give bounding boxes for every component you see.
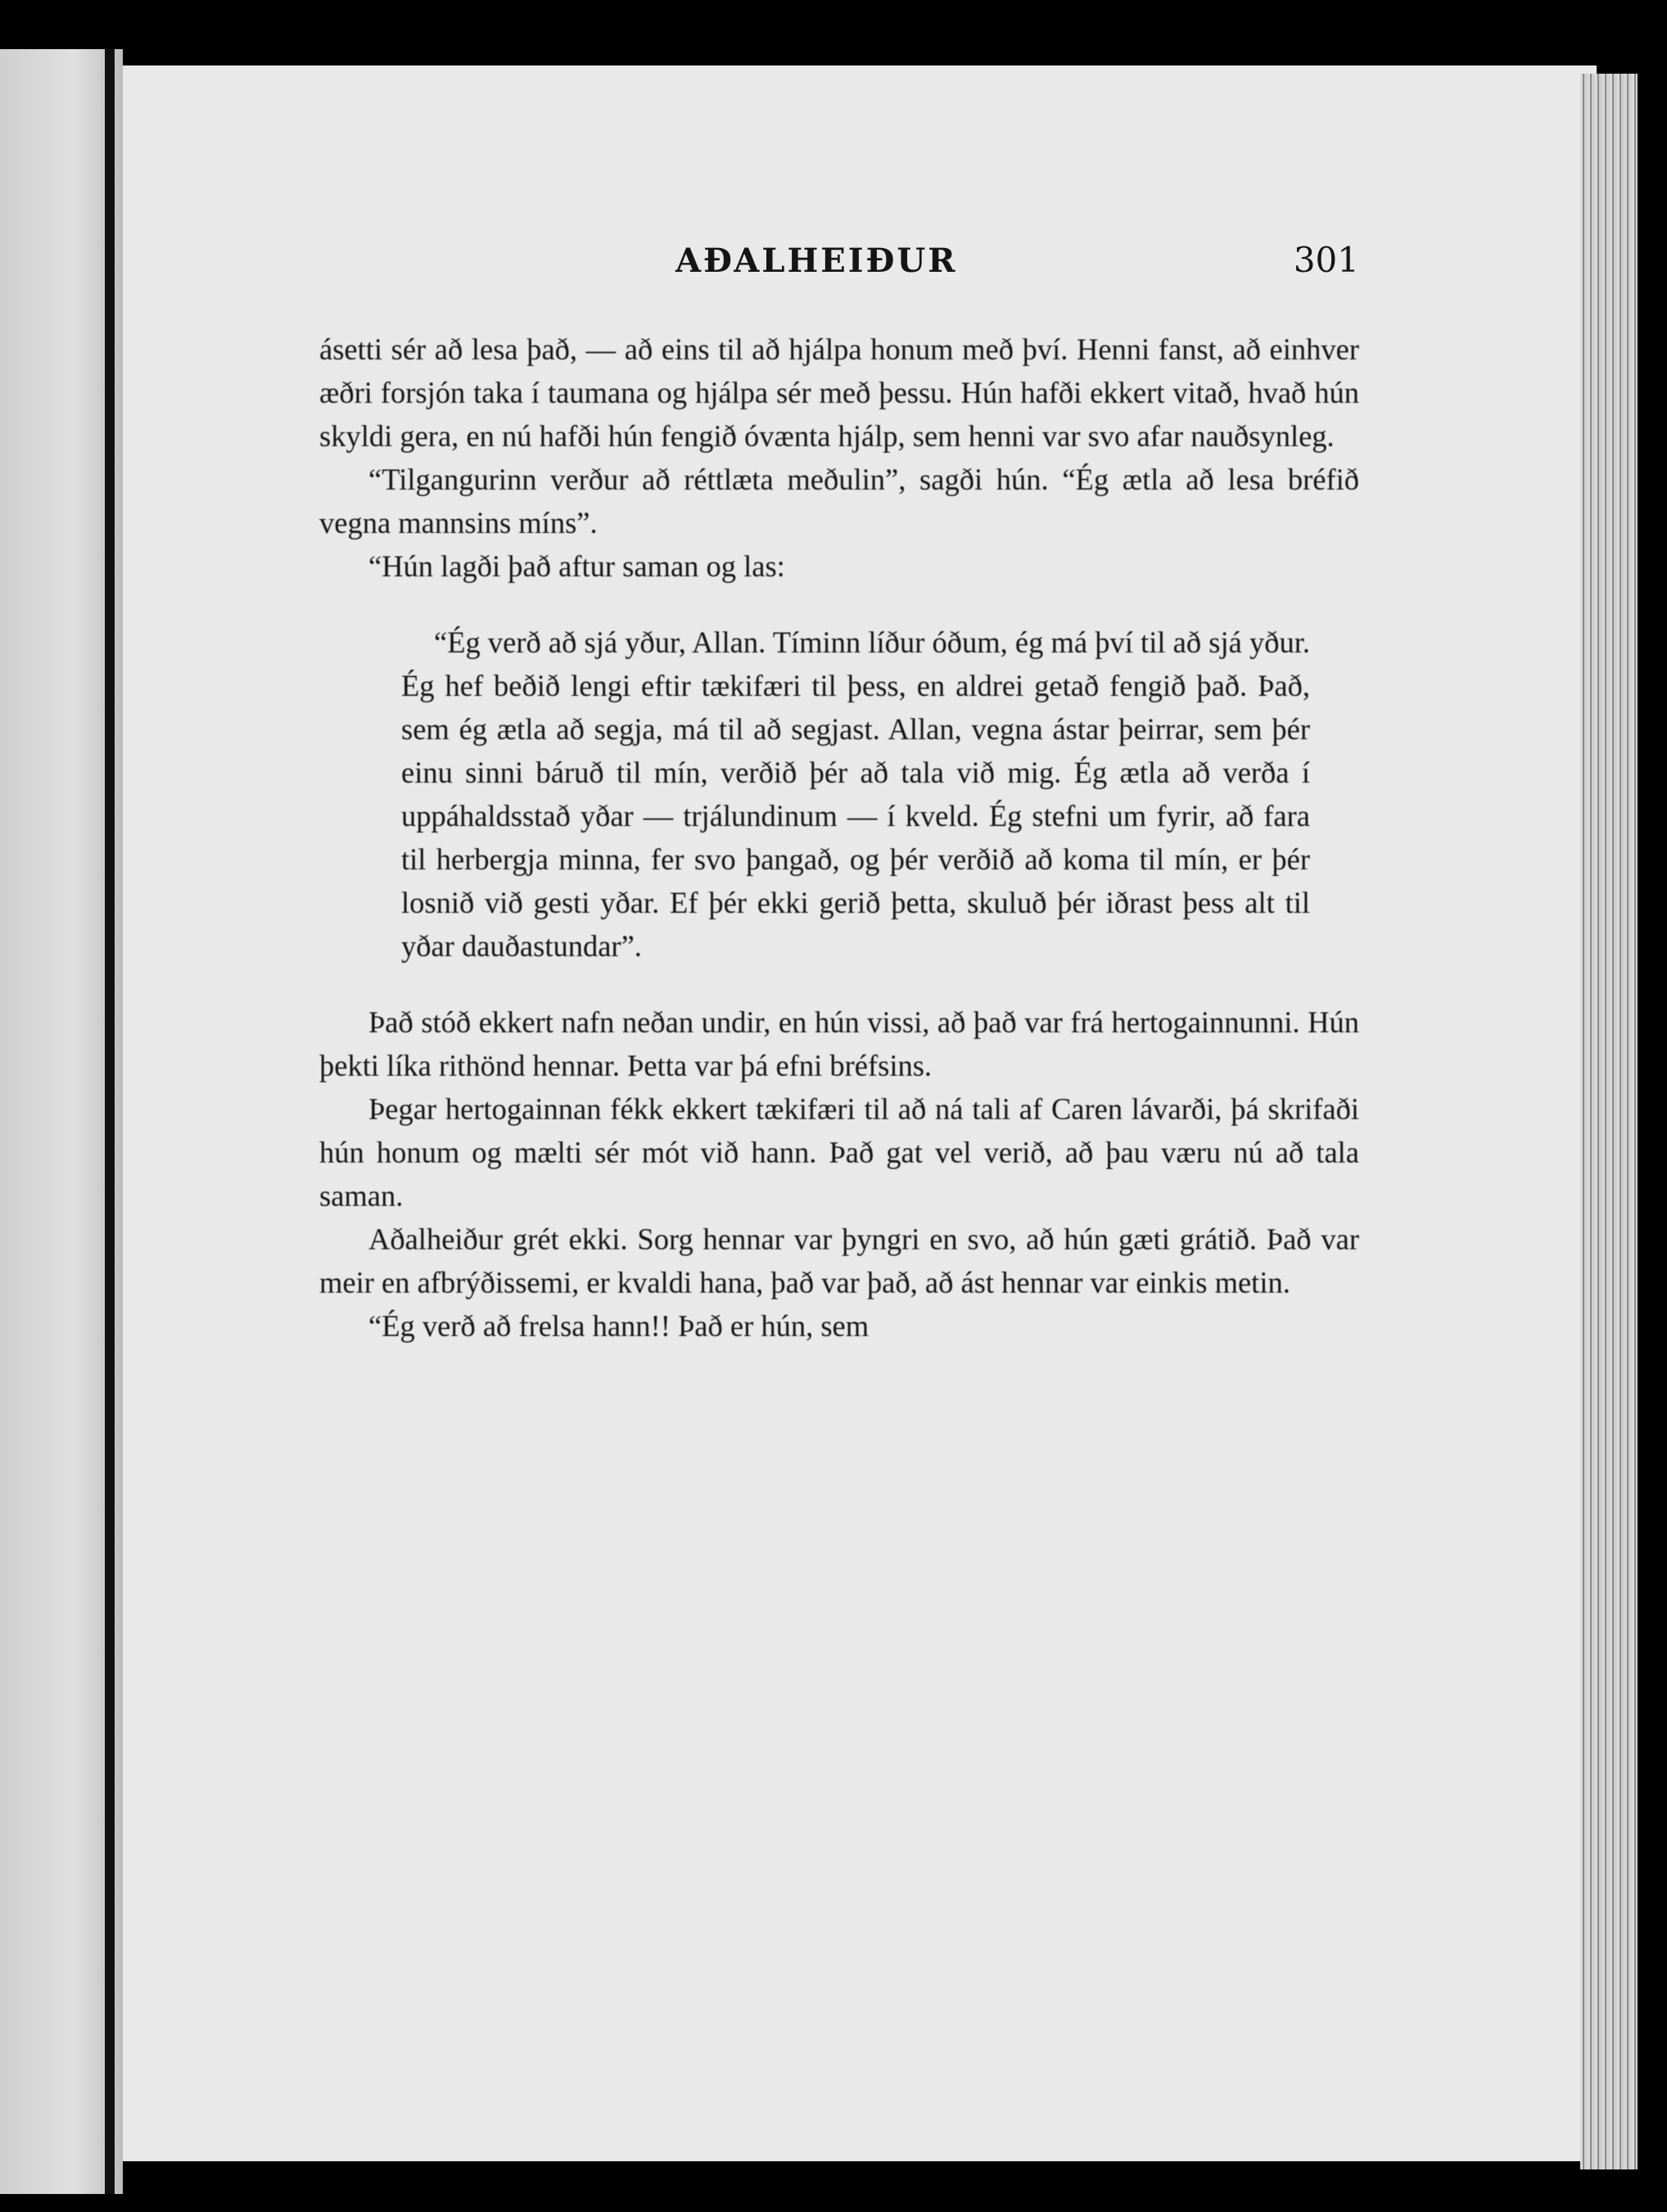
letter-quote: “Ég verð að sjá yður, Allan. Tíminn líður óðum, ég má því til að sjá yður. Ég hef beðið lengi eftir tækifæri til þess, en aldrei getað fengið það. Það, sem ég ætla að segja, má til að segjast. Allan, vegna ástar þeirrar, sem þér einu sinni báruð til mín, verðið þér að tala við mig. Ég ætla að verða í uppáhaldsstað yðar — trjálundinum — í kveld. Ég stefni um fyrir, að fara til herbergja minna, fer svo þangað, og þér verðið að koma til mín, er þér losnið við gesti yðar. Ef þér ekki gerið þetta, skuluð þér iðrast þess alt til yðar dauðastundar”. — [401, 625, 1310, 963]
page-number: 301 — [1293, 240, 1359, 280]
page-header — [319, 233, 1359, 291]
running-title: AÐALHEIÐUR — [675, 242, 958, 280]
paragraph: “Ég verð að frelsa hann!! Það er hún, sem — [368, 1309, 870, 1343]
paragraph: Það stóð ekkert nafn neðan undir, en hún vissi, að það var frá hertogainnunni. Hún þekti líka rithönd hennar. Þetta var þá efni bréfsins. — [319, 1005, 1359, 1082]
paragraph: Aðalheiður grét ekki. Sorg hennar var þyngri en svo, að hún gæti grátið. Það var meir en afbrýðissemi, er kvaldi hana, það var það, að ást hennar var einkis metin. — [319, 1222, 1359, 1299]
paragraph: “Tilgangurinn verður að réttlæta meðulin”, sagði hún. “Ég ætla að lesa bréfið vegna mannsins míns”. — [319, 463, 1359, 539]
paragraph: ásetti sér að lesa það, — að eins til að hjálpa honum með því. Henni fanst, að einhver æðri forsjón taka í taumana og hjálpa sér með þessu. Hún hafði ekkert vitað, hvað hún skyldi gera, en nú hafði hún fengið óvænta hjálp, sem henni var svo afar nauðsynleg. — [319, 332, 1359, 453]
page-stack-edge — [1580, 74, 1638, 2169]
paragraph: “Hún lagði það aftur saman og las: — [368, 549, 785, 583]
paragraph: Þegar hertogainnan fékk ekkert tækifæri til að ná tali af Caren lávarði, þá skrifaði hún honum og mælti sér mót við hann. Það gat vel verið, að þau væru nú að tala saman. — [319, 1092, 1359, 1212]
book-gutter — [105, 49, 115, 2194]
body-text — [319, 327, 1359, 1348]
